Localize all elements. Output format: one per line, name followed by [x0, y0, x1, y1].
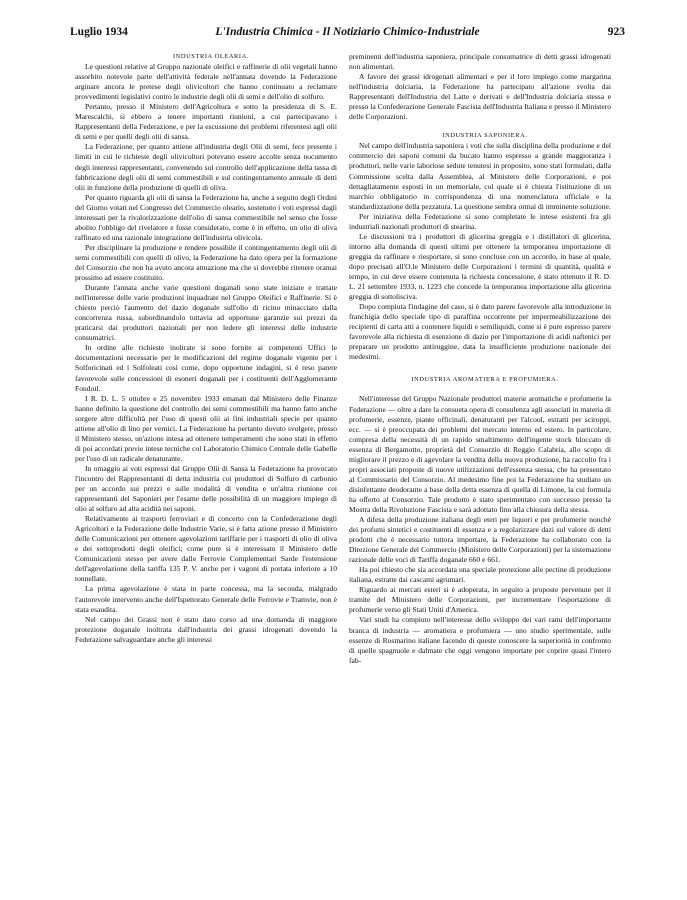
- running-header: [70, 26, 625, 40]
- paragraph: Le questioni relative al Gruppo nazionale oleifici e raffinerie di olii vegetali hanno assorbito notevole parte dell'attività federale nell'annata dovendo la Federazione arginare ancora le pretese degli olivicoltori che hanno continuato a reclamare provvedimenti legislativi contro le industrie degli olii di semi e dell'olio di solfuro.: [75, 62, 337, 102]
- paragraph: Nel campo dell'industria saponiera i voti che sulla disciplina della produzione e del commercio dei saponi comuni da bucato hanno espresso a grande maggioranza i produttori, nelle varie laboriose sedute tenutesi in proposito, sono stati formulati, dalla Commissione scelta dalla Assemblea, al Ministero delle Corporazioni, e poi dettagliatamente esposti in un memoriale, col quale si è chiesta l'istituzione di un marchio obbligatorio in corrispondenza di una nomenclatura ufficiale e la standardizzazione della pezzatura. La questione sembra ormai di imminente soluzione.: [349, 141, 611, 211]
- paragraph-continued: preminenti dell'industria saponiera, principale consumatrice di detti grassi idrogenati non alimentari.: [349, 52, 611, 72]
- paragraph: Le discussioni tra i produttori di glicerina greggia e i distillatori di glicerina, intorno alla domanda di questi ultimi per ottenere la temporanea importazione di greggia da raffinare e riesportare, si sono concluse con un accordo, in base al quale, dopo precisati all'O.le Ministero delle Corporazioni i termini di quantità, qualità e tempo, in cui deve essere contenuta la richiesta concessione, è stato ottenuto il R. D. L. 21 settembre 1933, n. 1223 che concede la temporanea importazione alla glicerina greggia di sottolisciva.: [349, 231, 611, 302]
- paragraph: Nel campo dei Grassi non è stato dato corso ad una domanda di maggiore protezione doganale inoltrata dall'industria dei grassi idrogenati dovendo la Federazione salvaguardare anche gli interessi: [75, 614, 337, 644]
- paragraph: La prima agevolazione è stata in parte concessa, ma la seconda, malgrado l'autorevole intervento anche dell'Ispettorato Generale delle Ferrovie e Tramvie, non è stata esaudita.: [75, 584, 337, 614]
- paragraph: Vari studi ha compiuto nell'interesse dello sviluppo dei vari rami dell'importante branca di industria — aromatiera e profumiera — uno studio sperimentale, sulle essenze di Rosmarino italiane facendo di queste conoscere la superiorità in confronto di quelle spagnuole e dalmate che oggi vengono importate per coprire quasi l'intero fab-: [349, 615, 611, 665]
- paragraph: I R. D. L. 5 ottobre e 25 novembre 1933 emanati dal Ministero delle Finanze hanno definito la questione del controllo dei semi commestibili ma hanno fatto anche sorgere altre difficoltà per l'uso di questi olii ai fini industriali specie per quanto attiene all'olio di lino per vernici. La Federazione ha pertanto dovuto svolgere, presso il Ministero stesso, un'azione intesa ad ottenere temperamenti che sono stati in effetto di poi accordati previe intese tecniche col Laboratorio Chimico Centrale delle Gabelle per l'uso di un radicale denaturante.: [75, 393, 337, 463]
- right-column: [349, 52, 611, 666]
- section-title-saponiera: INDUSTRIA SAPONIERA.: [442, 132, 528, 140]
- paragraph: Riguardo ai mercati esteri si è adoperata, in seguito a proposte pervenute per il tramite del Ministero delle Corporazioni, per incrementare l'esportazione di profumerie verso gli Stati Uniti d'America.: [349, 585, 611, 615]
- paragraph: La Federazione, per quanto attiene all'industria degli Olii di semi, fece presente i limiti in cui le richieste degli olivicoltori potevano essere accolte senza nocumento degli interessi rappresentanti, convenendo sul controllo dell'applicazione della tassa di fabbricazione degli olii di semi commestibili e sul contingentamento annuale di detti olii in funzione della produzione di quelli di oliva.: [75, 142, 337, 192]
- paragraph: In omaggio ai voti espressi dal Gruppo Olii di Sansa la Federazione ha provocato l'incontro dei Rappresentanti di detta industria coi produttori di Solfuro di carbonio per un accordo sui prezzi e sulle modalità di vendita e un'altra riunione coi rappresentanti del Saponieri per l'esame delle possibilità di un maggiore impiego di olio al solfuro ad alta acidità nei saponi.: [75, 463, 337, 514]
- paragraph: Durante l'annata anche varie questioni doganali sono state iniziate e trattate nell'interesse delle varie produzioni inquadrate nel Gruppo Oleifici e Raffinerie. Si è chiesto perciò l'aumento del dazio doganale sull'olio di ricino minacciato dalla concorrenza russa, subordinandolo tuttavia ad opportune garanzie sui prezzi da praticarsi dai produttori nazionali per non ledere gli interessi delle industrie consumatrici.: [75, 283, 337, 343]
- paragraph: In ordine alle richieste inoltrate si sono fornite ai competenti Uffici le documentazioni necessarie per le modificazioni del regime doganale vigente per i Solforicinati ed i Solfoleati così come, dopo opportune indagini, si è reso parere favorevole sulle concessioni di esoneri doganali per i costituenti dell'Agglomerante Fondoil.: [75, 343, 337, 393]
- journal-title: L'Industria Chimica - Il Notiziario Chimico-Industriale: [215, 26, 480, 38]
- paragraph: A favore dei grassi idrogenati alimentari e per il loro impiego come margarina nell'industria dolciaria, la Federazione ha partecipato all'azione svolta dai Rappresentanti dell'Industria del Latte e derivati e dell'Industria dolciaria stessa e presso la Confederazione Generale Fascista dell'Industria Italiana e presso il Ministero delle Corporazioni.: [349, 72, 611, 122]
- section-title-olearia: INDUSTRIA OLEARIA.: [172, 53, 250, 60]
- section-title-aromatiera: INDUSTRIA AROMATIERA E PROFUMIERA.: [411, 376, 559, 384]
- paragraph: Per disciplinare la produzione e rendere possibile il contingentamento degli olii di semi commestibili con quelli di olivo, la Federazione ha dato opera per la formazione del Consorzio che non ha avuto ancora attuazione ma che si dovrebbe ritenere oramai prossimo ad essere costituito.: [75, 242, 337, 283]
- header-date: Luglio 1934: [70, 26, 128, 38]
- paragraph: Ha poi chiesto che sia accordata una speciale protezione alle pectine di produzione italiana, estratte dai cascami agrumari.: [349, 565, 611, 585]
- left-column: [75, 52, 337, 645]
- paragraph: Per quanto riguarda gli olii di sansa la Federazione ha, anche a seguito degli Ordini del Giorno votati nel Congresso del Commercio oleario, sostenuto i voti espressi dagli interessati per la rivalorizzazione dell'olio di sansa commestibile nel senso che fosse abolito l'obbligo del rivelatore e fosse considerato, come è in effetto, un olio di oliva raffinato ed una razionale integrazione dell'industria olivicola.: [75, 192, 337, 242]
- paragraph: A difesa della produzione italiana degli eteri per liquori e per profumerie nonchè dei profumi sintetici e costituenti di essenza e a regolarizzare dazi sul valore di detti prodotti che è necessario tuttora importare, la Federazione ha collaborato con la Direzione Generale del Commercio (Ministero delle Corporazioni) per la sistemazione razionale delle voci di Tariffa doganale 660 e 661.: [349, 515, 611, 565]
- paragraph: Relativamente ai trasporti ferroviari e di concerto con la Confederazione degli Agricoltori e la Federazione delle Industrie Varie, si è fatta azione presso il Ministero delle Comunicazioni per ottenere agevolazioni tariffarie per i trasporti di olio di oliva e dei sottoprodotti degli oleifici; come pure si è interessato il Ministero delle Comunicazioni stesso per avere dalle Ferrovie Complementari Sarde l'estensione dell'agevolazione della tariffa 135 P. V. anche per i vagoni di portata inferiore a 10 tonnellate.: [75, 514, 337, 584]
- paragraph: Pertanto, presso il Ministero dell'Agricoltura e sotto la presidenza di S. E. Marescalchi, si ebbero a tenere importanti riunioni, a cui partecipavano i Rappresentanti della Federazione, e per la escussione dei problemi riferentesi agli olii di semi e per quelli degli olii di sansa.: [75, 102, 337, 142]
- paragraph: Per iniziativa della Federazione si sono completate le intese esistenti fra gli industriali nazionali produttori di stearina.: [349, 211, 611, 231]
- page-number: 923: [607, 26, 625, 38]
- paragraph: Dopo compiuta l'indagine del caso, si è dato parere favorevole alla introduzione in franchigia dello speciale tipo di paraffina occorrente per impermeabilizzazione dei recipienti di carta atti a contenere liquidi e semiliquidi, come si è pure espresso parere favorevole alla richiesta di esenzione di dazio per l'importazione di acidi naftenici per preparare un prodotto antiruggine, data la insufficiente produzione nazionale dei medesimi.: [349, 302, 611, 362]
- paragraph: Nell'interesse del Gruppo Nazionale produttori materie aromatiche e profumerie la Federazione — oltre a dare la consueta opera di consulenza agli associati in materia di profumerie, essenze, piante officinali, denaturanti per l'alcool, estratti per sciroppi, ecc. — si è preoccupata dei problemi del mercato interno ed estero. In particolare, compresa della necessità di un rapido smaltimento dell'ingente stock bloccato di essenza di Bergamotto, proprietà del Consorzio di Reggio Calabria, allo scopo di migliorare il prezzo e di agevolare la vendita della nuova produzione, ha raccolto fra i propri associati proposte di nuove utilizzazioni dell'essenza stessa, che ha presentato al Commissario del Consorzio. Al medesimo fine poi la Federazione ha studiato un disinfettante deodorante a base della detta essenza di quella di Limone, la cui formula ha offerto al Consorzio. Tale prodotto è stato sperimentato con successo presso la Mostra della Rivoluzione Fascista e sarà adottato fino alla chiusura della stessa.: [349, 394, 611, 514]
